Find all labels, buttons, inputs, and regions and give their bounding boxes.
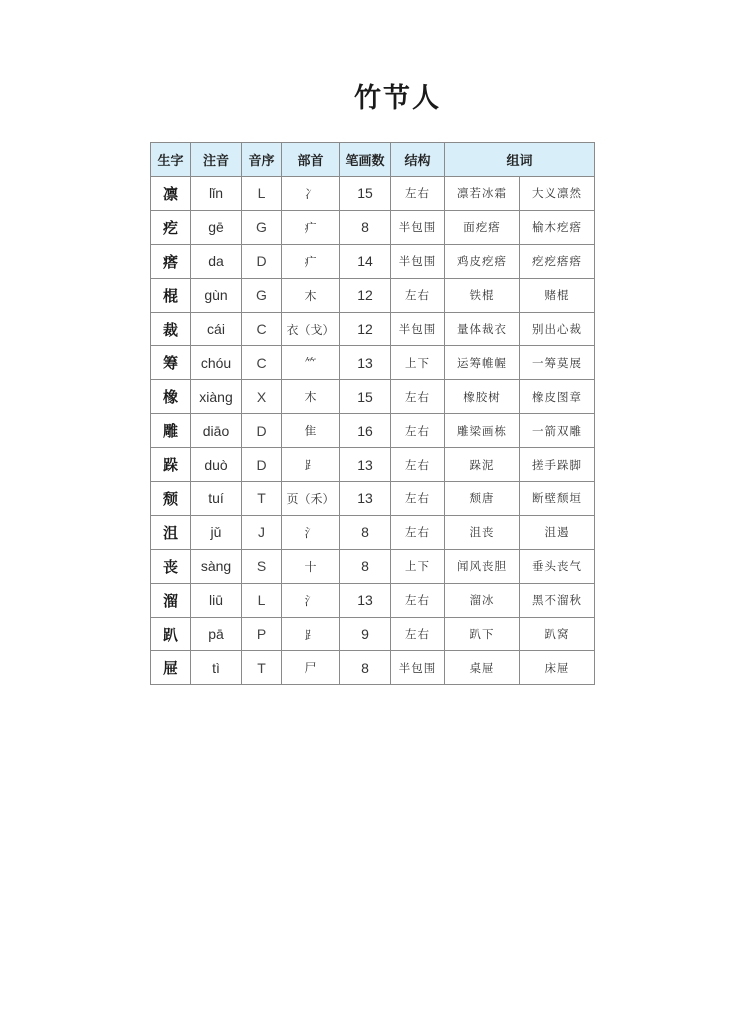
word-cell: 雕梁画栋 bbox=[445, 414, 520, 448]
header-words: 组词 bbox=[445, 143, 595, 177]
structure-cell: 上下 bbox=[391, 346, 445, 380]
radical-cell: 木 bbox=[282, 380, 340, 414]
char-cell: 棍 bbox=[151, 278, 191, 312]
strokes-cell: 12 bbox=[340, 278, 391, 312]
header-radical: 部首 bbox=[282, 143, 340, 177]
pinyin-cell: gē bbox=[191, 210, 242, 244]
page-title: 竹节人 bbox=[354, 83, 441, 114]
structure-cell: 半包围 bbox=[391, 312, 445, 346]
strokes-cell: 13 bbox=[340, 448, 391, 482]
order-cell: T bbox=[242, 482, 282, 516]
radical-cell: 冫 bbox=[282, 177, 340, 211]
pinyin-cell: tì bbox=[191, 651, 242, 685]
table-row bbox=[151, 346, 595, 380]
pinyin-cell: chóu bbox=[191, 346, 242, 380]
table-row bbox=[151, 312, 595, 346]
structure-cell: 左右 bbox=[391, 380, 445, 414]
strokes-cell: 16 bbox=[340, 414, 391, 448]
table-row bbox=[151, 651, 595, 685]
pinyin-cell: pā bbox=[191, 617, 242, 651]
strokes-cell: 8 bbox=[340, 549, 391, 583]
table-row bbox=[151, 210, 595, 244]
structure-cell: 左右 bbox=[391, 617, 445, 651]
radical-cell: 氵 bbox=[282, 515, 340, 549]
pinyin-cell: jǔ bbox=[191, 515, 242, 549]
word-cell: 跺泥 bbox=[445, 448, 520, 482]
order-cell: T bbox=[242, 651, 282, 685]
structure-cell: 左右 bbox=[391, 448, 445, 482]
order-cell: X bbox=[242, 380, 282, 414]
char-cell: 跺 bbox=[151, 448, 191, 482]
word-cell: 铁棍 bbox=[445, 278, 520, 312]
pinyin-cell: sàng bbox=[191, 549, 242, 583]
char-cell: 筹 bbox=[151, 346, 191, 380]
char-cell: 橡 bbox=[151, 380, 191, 414]
word-cell: 沮丧 bbox=[445, 515, 520, 549]
word-cell: 桌屉 bbox=[445, 651, 520, 685]
structure-cell: 半包围 bbox=[391, 651, 445, 685]
strokes-cell: 8 bbox=[340, 651, 391, 685]
structure-cell: 左右 bbox=[391, 177, 445, 211]
char-cell: 溜 bbox=[151, 583, 191, 617]
radical-cell: 衣（戈） bbox=[282, 312, 340, 346]
table-row bbox=[151, 448, 595, 482]
strokes-cell: 13 bbox=[340, 482, 391, 516]
strokes-cell: 15 bbox=[340, 177, 391, 211]
word-cell: 运筹帷幄 bbox=[445, 346, 520, 380]
strokes-cell: 15 bbox=[340, 380, 391, 414]
table-row bbox=[151, 244, 595, 278]
strokes-cell: 12 bbox=[340, 312, 391, 346]
order-cell: S bbox=[242, 549, 282, 583]
radical-cell: 疒 bbox=[282, 210, 340, 244]
word-cell: 大义凛然 bbox=[520, 177, 595, 211]
radical-cell: 疒 bbox=[282, 244, 340, 278]
strokes-cell: 13 bbox=[340, 346, 391, 380]
char-cell: 丧 bbox=[151, 549, 191, 583]
structure-cell: 左右 bbox=[391, 414, 445, 448]
pinyin-cell: cái bbox=[191, 312, 242, 346]
word-cell: 橡皮图章 bbox=[520, 380, 595, 414]
radical-cell: 隹 bbox=[282, 414, 340, 448]
word-cell: 沮遏 bbox=[520, 515, 595, 549]
word-cell: 溜冰 bbox=[445, 583, 520, 617]
word-cell: 垂头丧气 bbox=[520, 549, 595, 583]
pinyin-cell: diāo bbox=[191, 414, 242, 448]
word-cell: 断壁颓垣 bbox=[520, 482, 595, 516]
word-cell: 鸡皮疙瘩 bbox=[445, 244, 520, 278]
word-cell: 趴窝 bbox=[520, 617, 595, 651]
order-cell: D bbox=[242, 244, 282, 278]
structure-cell: 半包围 bbox=[391, 210, 445, 244]
char-cell: 颓 bbox=[151, 482, 191, 516]
radical-cell: ⺮ bbox=[282, 346, 340, 380]
word-cell: 一筹莫展 bbox=[520, 346, 595, 380]
table-row bbox=[151, 482, 595, 516]
word-cell: 榆木疙瘩 bbox=[520, 210, 595, 244]
word-cell: 量体裁衣 bbox=[445, 312, 520, 346]
structure-cell: 上下 bbox=[391, 549, 445, 583]
word-cell: 凛若冰霜 bbox=[445, 177, 520, 211]
word-cell: 面疙瘩 bbox=[445, 210, 520, 244]
table-row bbox=[151, 278, 595, 312]
radical-cell: 氵 bbox=[282, 583, 340, 617]
pinyin-cell: lǐn bbox=[191, 177, 242, 211]
char-cell: 屉 bbox=[151, 651, 191, 685]
word-cell: 搓手跺脚 bbox=[520, 448, 595, 482]
pinyin-cell: duò bbox=[191, 448, 242, 482]
strokes-cell: 8 bbox=[340, 210, 391, 244]
structure-cell: 左右 bbox=[391, 278, 445, 312]
word-cell: 疙疙瘩瘩 bbox=[520, 244, 595, 278]
order-cell: G bbox=[242, 210, 282, 244]
header-row bbox=[151, 143, 595, 177]
order-cell: C bbox=[242, 346, 282, 380]
order-cell: J bbox=[242, 515, 282, 549]
character-table bbox=[150, 142, 595, 685]
word-cell: 颓唐 bbox=[445, 482, 520, 516]
table-row bbox=[151, 515, 595, 549]
char-cell: 瘩 bbox=[151, 244, 191, 278]
table-row bbox=[151, 617, 595, 651]
char-cell: 疙 bbox=[151, 210, 191, 244]
table-row bbox=[151, 414, 595, 448]
table-body bbox=[151, 177, 595, 685]
strokes-cell: 14 bbox=[340, 244, 391, 278]
table-row bbox=[151, 549, 595, 583]
word-cell: 橡胶树 bbox=[445, 380, 520, 414]
strokes-cell: 13 bbox=[340, 583, 391, 617]
order-cell: P bbox=[242, 617, 282, 651]
pinyin-cell: tuí bbox=[191, 482, 242, 516]
word-cell: 床屉 bbox=[520, 651, 595, 685]
char-cell: 凛 bbox=[151, 177, 191, 211]
order-cell: L bbox=[242, 583, 282, 617]
radical-cell: 页（禾） bbox=[282, 482, 340, 516]
char-cell: 裁 bbox=[151, 312, 191, 346]
header-char: 生字 bbox=[151, 143, 191, 177]
structure-cell: 左右 bbox=[391, 515, 445, 549]
strokes-cell: 8 bbox=[340, 515, 391, 549]
table-row bbox=[151, 583, 595, 617]
word-cell: 趴下 bbox=[445, 617, 520, 651]
radical-cell: ⻊ bbox=[282, 448, 340, 482]
pinyin-cell: da bbox=[191, 244, 242, 278]
table-row bbox=[151, 177, 595, 211]
table-row bbox=[151, 380, 595, 414]
radical-cell: ⻊ bbox=[282, 617, 340, 651]
order-cell: G bbox=[242, 278, 282, 312]
strokes-cell: 9 bbox=[340, 617, 391, 651]
word-cell: 赌棍 bbox=[520, 278, 595, 312]
header-order: 音序 bbox=[242, 143, 282, 177]
char-cell: 沮 bbox=[151, 515, 191, 549]
radical-cell: 十 bbox=[282, 549, 340, 583]
order-cell: D bbox=[242, 414, 282, 448]
header-pinyin: 注音 bbox=[191, 143, 242, 177]
header-structure: 结构 bbox=[391, 143, 445, 177]
radical-cell: 尸 bbox=[282, 651, 340, 685]
header-strokes: 笔画数 bbox=[340, 143, 391, 177]
structure-cell: 半包围 bbox=[391, 244, 445, 278]
word-cell: 一箭双雕 bbox=[520, 414, 595, 448]
pinyin-cell: xiàng bbox=[191, 380, 242, 414]
word-cell: 别出心裁 bbox=[520, 312, 595, 346]
pinyin-cell: gùn bbox=[191, 278, 242, 312]
char-cell: 趴 bbox=[151, 617, 191, 651]
structure-cell: 左右 bbox=[391, 482, 445, 516]
order-cell: L bbox=[242, 177, 282, 211]
pinyin-cell: liū bbox=[191, 583, 242, 617]
structure-cell: 左右 bbox=[391, 583, 445, 617]
word-cell: 黑不溜秋 bbox=[520, 583, 595, 617]
order-cell: C bbox=[242, 312, 282, 346]
word-cell: 闻风丧胆 bbox=[445, 549, 520, 583]
radical-cell: 木 bbox=[282, 278, 340, 312]
order-cell: D bbox=[242, 448, 282, 482]
char-cell: 雕 bbox=[151, 414, 191, 448]
